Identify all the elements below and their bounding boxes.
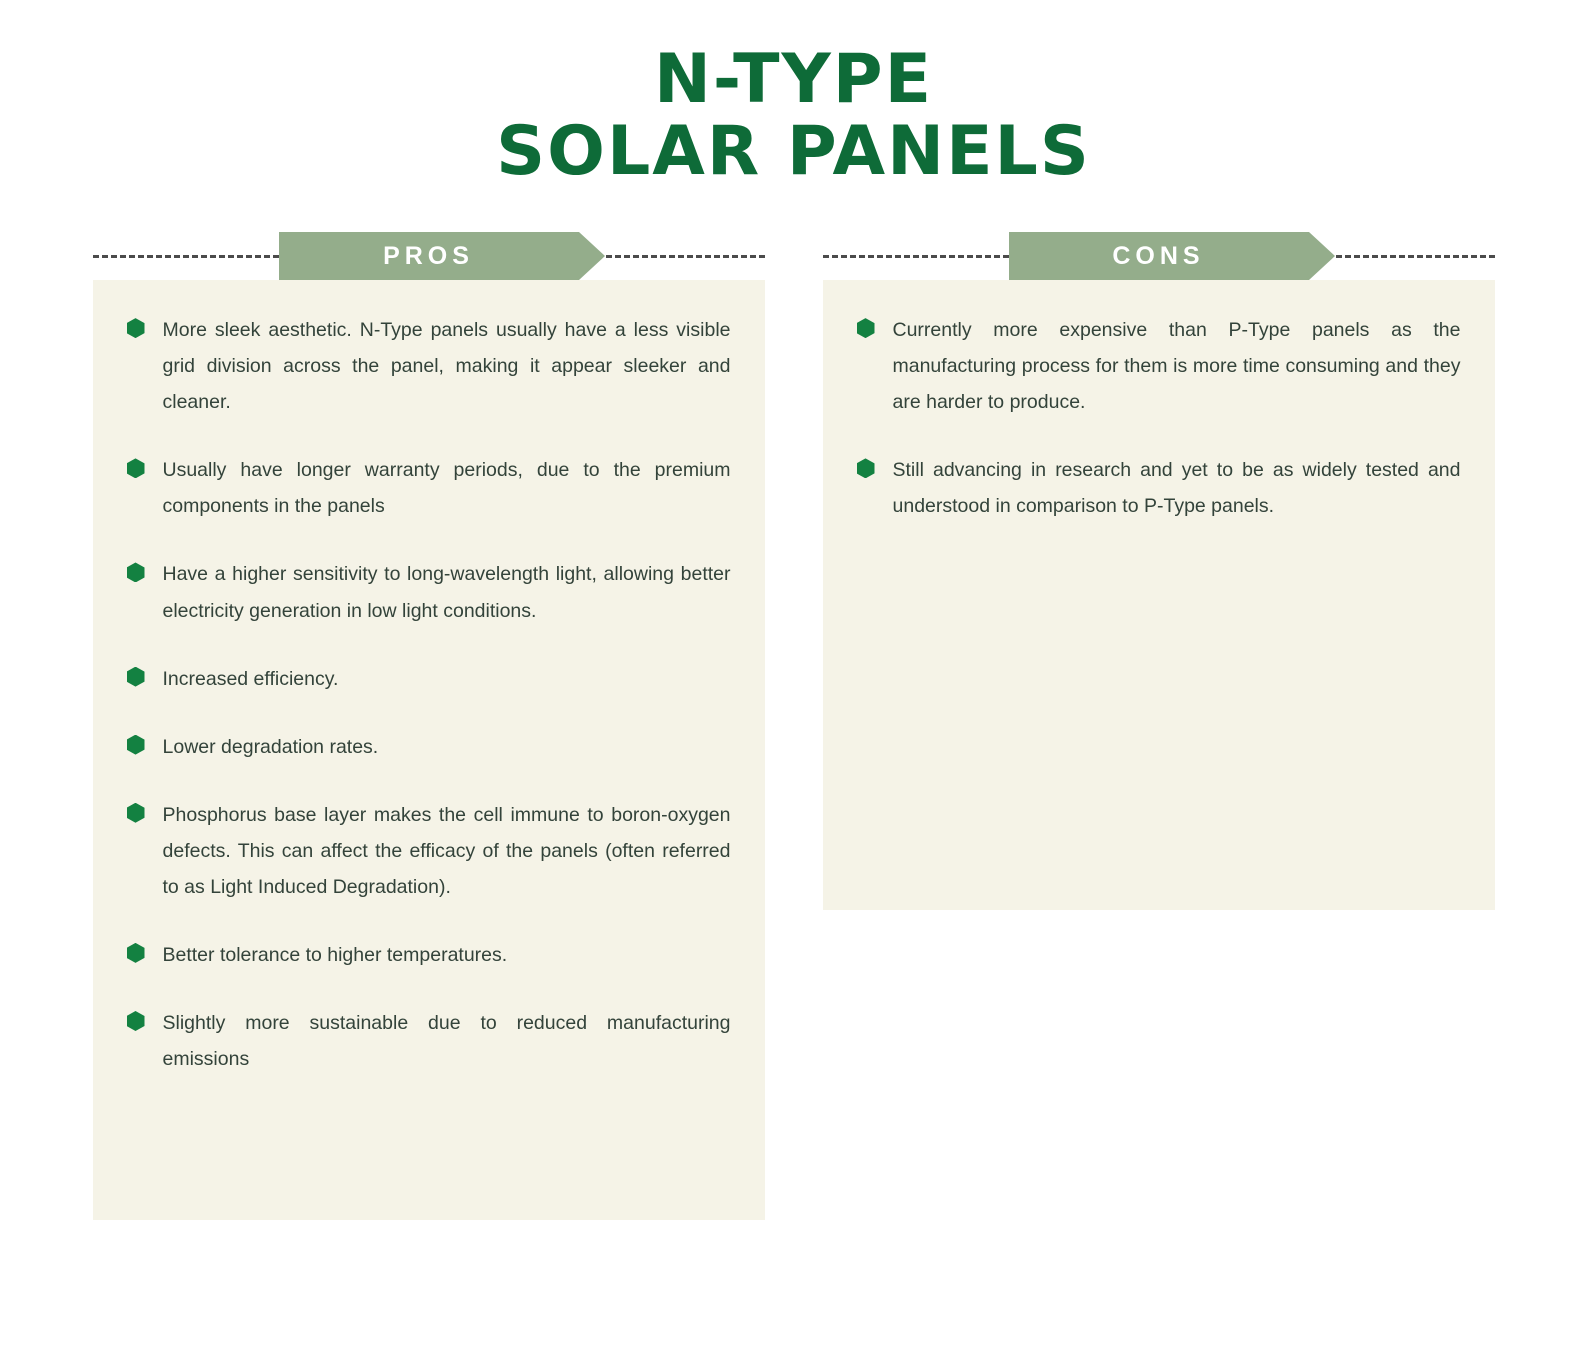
hexagon-bullet-icon [127, 803, 145, 823]
list-item [857, 452, 1461, 524]
list-item-text: Increased efficiency. [162, 667, 339, 690]
hexagon-bullet-icon [127, 735, 145, 755]
list-item-text: Lower degradation rates. [162, 735, 379, 758]
pros-card [93, 280, 765, 1220]
comparison-columns [0, 232, 1587, 1220]
cons-list [857, 312, 1461, 524]
dashed-line-left [823, 255, 1009, 258]
list-item-text: Phosphorus base layer makes the cell immune to boron-oxygen defects. This can affect the efficacy of the panels (often referred to as Light Induced Degradation). [162, 803, 731, 898]
list-item-text: More sleek aesthetic. N-Type panels usually have a less visible grid division across the panel, making it appear sleeker and cleaner. [162, 319, 731, 414]
list-item [127, 661, 731, 697]
cons-banner [823, 232, 1495, 280]
hexagon-bullet-icon [857, 318, 875, 338]
list-item [127, 937, 731, 973]
hexagon-bullet-icon [127, 562, 145, 582]
list-item [857, 312, 1461, 420]
pros-heading: PROS [383, 241, 474, 270]
pros-banner [93, 232, 765, 280]
pros-list [127, 312, 731, 1077]
list-item [127, 312, 731, 420]
list-item-text: Have a higher sensitivity to long-wavelength light, allowing better electricity generation in low light conditions. [162, 563, 731, 622]
pros-column [93, 232, 765, 1220]
title-line-2: SOLAR PANELS [496, 112, 1091, 192]
cons-column [823, 232, 1495, 1220]
hexagon-bullet-icon [127, 667, 145, 687]
list-item [127, 556, 731, 628]
dashed-line-left [93, 255, 279, 258]
title-line-1: N-TYPE [653, 40, 934, 119]
list-item [127, 729, 731, 765]
dashed-line-right [579, 255, 765, 258]
list-item-text: Slightly more sustainable due to reduced manufacturing emissions [162, 1011, 731, 1071]
list-item-text: Currently more expensive than P-Type panels as the manufacturing process for them is more time consuming and they are harder to produce. [892, 319, 1461, 414]
pros-ribbon [279, 232, 579, 280]
dashed-line-right [1309, 255, 1495, 258]
list-item-text: Usually have longer warranty periods, due to the premium components in the panels [162, 459, 731, 518]
cons-card [823, 280, 1495, 910]
page-title [0, 0, 1587, 192]
list-item-text: Still advancing in research and yet to be as widely tested and understood in comparison to P-Type panels. [892, 459, 1461, 518]
list-item [127, 452, 731, 524]
hexagon-bullet-icon [127, 943, 145, 963]
hexagon-bullet-icon [127, 458, 145, 478]
hexagon-bullet-icon [127, 1011, 145, 1031]
hexagon-bullet-icon [857, 458, 875, 478]
list-item [127, 1005, 731, 1077]
hexagon-bullet-icon [127, 318, 145, 338]
cons-heading: CONS [1112, 241, 1205, 270]
list-item-text: Better tolerance to higher temperatures. [162, 943, 508, 966]
list-item [127, 797, 731, 905]
cons-ribbon [1009, 232, 1309, 280]
